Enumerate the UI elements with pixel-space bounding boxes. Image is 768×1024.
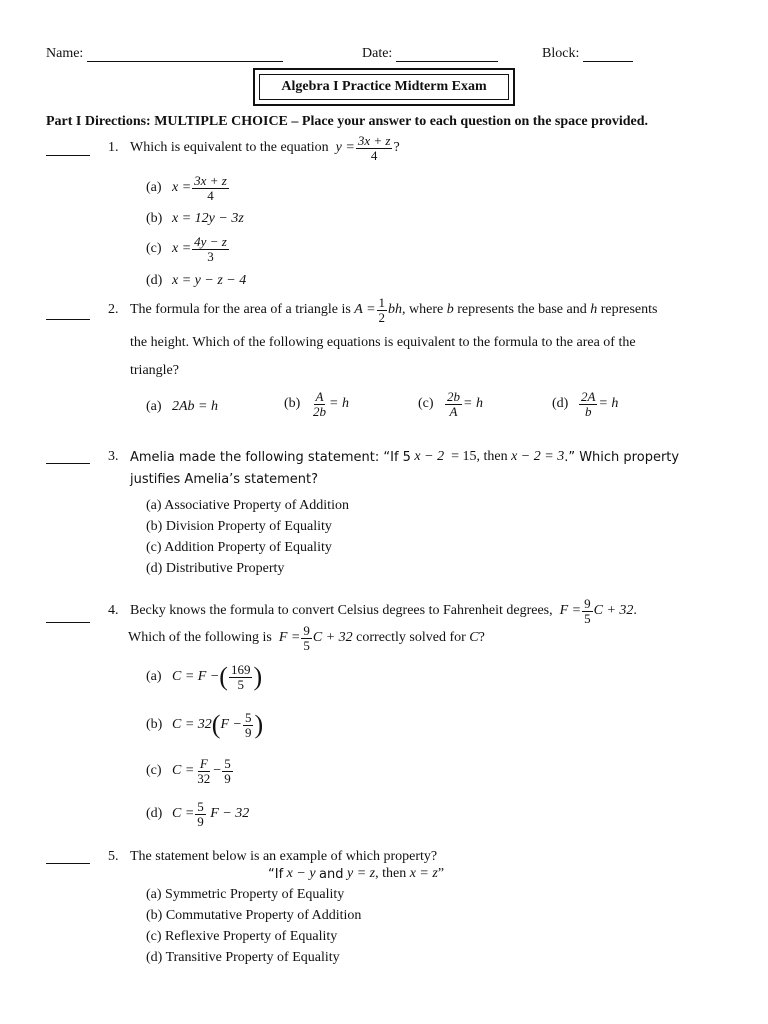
q3-number: 3. (108, 449, 119, 464)
q1-number: 1. (108, 140, 119, 156)
answer-blank-3[interactable] (46, 463, 90, 464)
q2-stem-line3: triangle? (130, 363, 179, 378)
name-field[interactable] (46, 46, 283, 62)
q3-stem-line2: justifies Amelia’s statement? (130, 472, 319, 487)
q5-option-a: (a) Symmetric Property of Equality (146, 887, 345, 902)
name-blank[interactable] (87, 47, 283, 62)
q4-stem-line1: 4. Becky knows the formula to convert Celsius degrees to Fahrenheit degrees, F = $\frac{9}{5}$ C + 32 . (108, 596, 637, 626)
q3-option-d: (d) Distributive Property (146, 561, 285, 576)
date-label: Date: (362, 46, 393, 61)
q4-number: 4. (108, 603, 119, 619)
block-field[interactable] (542, 46, 633, 62)
block-label: Block: (542, 46, 580, 61)
date-blank[interactable] (396, 47, 498, 62)
block-blank[interactable] (583, 47, 633, 62)
q5-quote: “If x − y and y = z , then x = z ” (268, 866, 445, 882)
q2-stem-line1: 2. The formula for the area of a triangle is A = $\frac{1}{2}$ bh , where b represents the base and h represents (108, 295, 658, 325)
q4-option-a: (a) C = F − ( $\frac{169}{5}$ ) (146, 662, 263, 692)
q1-stem (108, 134, 400, 162)
q1-tail: ? (393, 140, 400, 156)
answer-blank-2[interactable] (46, 319, 90, 320)
q2-option-a: (a) 2Ab = h (146, 399, 218, 414)
q2-stem-line2: the height. Which of the following equations is equivalent to the formula to the area of the (130, 335, 636, 350)
q2-option-b: (b) $\frac{A}{2b}$ = h (284, 389, 349, 419)
q4-stem-line2: Which of the following is F = $\frac{9}{5}$ C + 32 correctly solved for C ? (128, 623, 485, 653)
page-title: Algebra I Practice Midterm Exam (259, 74, 509, 100)
q5-option-d: (d) Transitive Property of Equality (146, 950, 340, 965)
directions: Part I Directions: MULTIPLE CHOICE – Place your answer to each question on the space provided. (46, 114, 649, 129)
q1-option-b: (b) x = 12y − 3z (146, 211, 244, 226)
q1-text: Which is equivalent to the equation (130, 140, 329, 156)
q3-option-c: (c) Addition Property of Equality (146, 540, 332, 555)
name-label: Name: (46, 46, 84, 61)
q2-option-c: (c) $\frac{2b}{A}$ = h (418, 389, 483, 419)
answer-blank-1[interactable] (46, 155, 90, 156)
q4-option-c: (c) C = $\frac{F}{32}$ − $\frac{5}{9}$ (146, 756, 231, 786)
q1-option-c: (c) x = $\frac{4y - z}{3}$ (146, 234, 227, 264)
q1-eq-fraction: $\frac{3x + z}{4}$ (357, 133, 391, 163)
date-field[interactable] (362, 46, 498, 62)
q4-option-b: (b) C = 32 ( F − $\frac{5}{9}$ ) (146, 710, 264, 740)
q5-option-b: (b) Commutative Property of Addition (146, 908, 362, 923)
answer-blank-4[interactable] (46, 622, 90, 623)
q3-stem-line1: 3. Amelia made the following statement: “If 5 x − 2 = 15, then x − 2 = 3 .” Which property (108, 449, 680, 465)
title-box (253, 68, 515, 106)
q5-number: 5. (108, 849, 119, 864)
q4-option-d: (d) C = $\frac{5}{9}$ F − 32 (146, 799, 250, 829)
q3-option-b: (b) Division Property of Equality (146, 519, 332, 534)
q5-stem: 5. The statement below is an example of which property? (108, 849, 438, 864)
q5-option-c: (c) Reflexive Property of Equality (146, 929, 338, 944)
answer-blank-5[interactable] (46, 863, 90, 864)
q1-eq-lhs: y = (335, 140, 355, 156)
q3-option-a: (a) Associative Property of Addition (146, 498, 349, 513)
q1-option-d: (d) x = y − z − 4 (146, 273, 247, 288)
q2-number: 2. (108, 302, 119, 318)
q2-option-d: (d) $\frac{2A}{b}$ = h (552, 389, 619, 419)
q1-option-a: (a) x = $\frac{3x + z}{4}$ (146, 173, 227, 203)
